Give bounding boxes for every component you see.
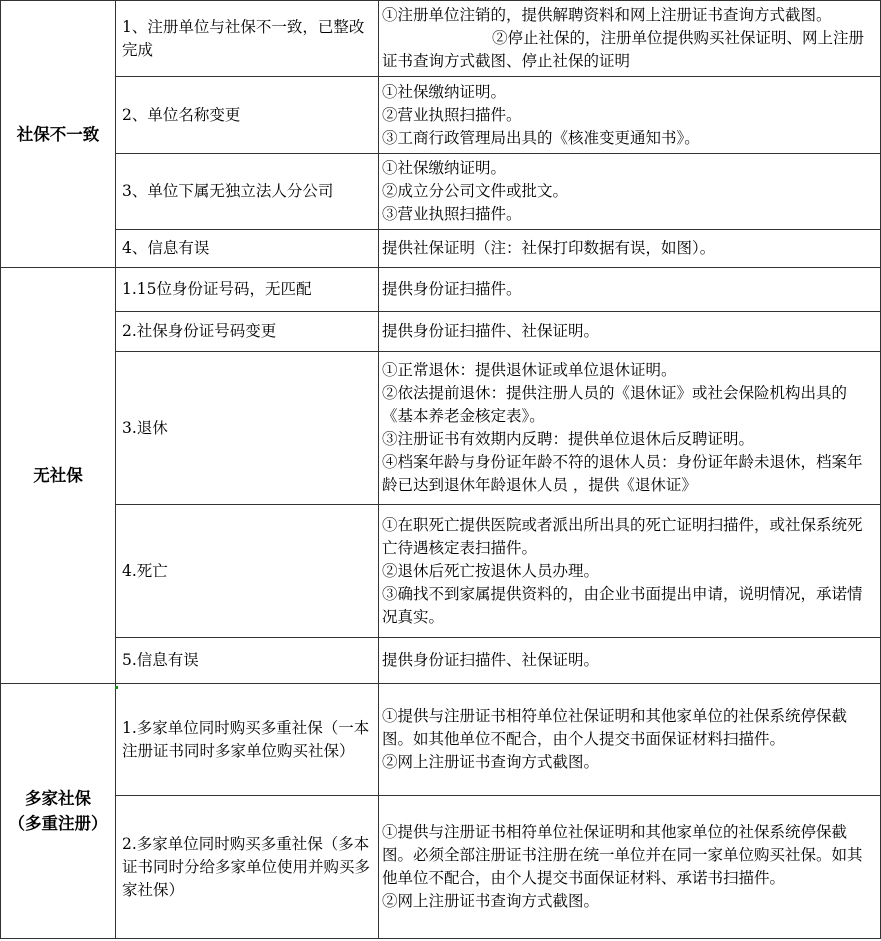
item-cell — [116, 230, 379, 268]
table-row — [1, 505, 881, 638]
requirement-line: 提供身份证扫描件、社保证明。 — [382, 322, 600, 340]
requirement-line: ②依法提前退休：提供注册人员的《退休证》或社会保险机构出具的《基本养老金核定表》。 — [382, 384, 848, 425]
requirement-line: ③营业执照扫描件。 — [382, 205, 522, 223]
requirement-line: ①社保缴纳证明。 — [382, 159, 507, 177]
requirement-line: ②退休后死亡按退休人员办理。 — [382, 561, 600, 580]
item-cell — [116, 154, 379, 230]
requirement-cell — [379, 796, 881, 939]
item-text: 2.社保身份证号码变更 — [122, 322, 277, 340]
item-text: 4.死亡 — [122, 561, 168, 580]
requirement-line: ①提供与注册证书相符单位社保证明和其他家单位的社保系统停保截图。如其他单位不配合，由个人提交书面保证材料扫描件。 — [382, 707, 848, 748]
table-row — [1, 352, 881, 505]
requirement-line: ②网上注册证书查询方式截图。 — [382, 753, 600, 771]
requirement-line: ②成立分公司文件或批文。 — [382, 182, 569, 200]
item-cell — [116, 352, 379, 505]
requirement-line: ③确找不到家属提供资料的，由企业书面提出申请，说明情况，承诺情况真实。 — [382, 584, 863, 626]
item-cell — [116, 505, 379, 638]
item-cell — [116, 638, 379, 684]
requirement-line: ②停止社保的，注册单位提供购买社保证明、网上注册证书查询方式截图、停止社保的证明 — [382, 29, 865, 70]
table-row — [1, 268, 881, 312]
category-label: 社保不一致 — [16, 124, 100, 144]
category-sublabel: （多重注册） — [8, 814, 108, 833]
requirement-cell — [379, 312, 881, 352]
category-cell — [1, 268, 116, 684]
item-text: 3、单位下属无独立法人分公司 — [122, 182, 334, 200]
item-text: 1.多家单位同时购买多重社保（一本注册证书同时多家单位购买社保） — [122, 718, 370, 760]
category-cell — [1, 1, 116, 268]
requirement-cell — [379, 684, 881, 796]
item-cell — [116, 684, 379, 796]
category-cell — [1, 684, 116, 939]
requirement-line: ④档案年龄与身份证年龄不符的退休人员：身份证年龄未退休，档案年龄已达到退休年龄退休人员 ，提供《退休证》 — [382, 453, 863, 494]
table-row — [1, 796, 881, 939]
requirement-line: 提供身份证扫描件、社保证明。 — [382, 651, 600, 669]
category-label: 无社保 — [33, 466, 83, 485]
requirement-line: ③注册证书有效期内反聘：提供单位退休后反聘证明。 — [382, 430, 755, 448]
item-text: 5.信息有误 — [122, 651, 199, 669]
requirement-line: 提供社保证明（注：社保打印数据有误，如图）。 — [382, 239, 716, 257]
item-cell — [116, 268, 379, 312]
requirement-line: ①提供与注册证书相符单位社保证明和其他家单位的社保系统停保截图。必须全部注册证书注册在统一单位并在同一家单位购买社保。如其他单位不配合，由个人提交书面保证材料、承诺书扫描件。 — [382, 823, 863, 887]
requirement-line: ①社保缴纳证明。 — [382, 82, 507, 101]
item-text: 2.多家单位同时购买多重社保（多本证书同时分给多家单位使用并购买多家社保） — [122, 834, 371, 899]
requirement-cell — [379, 77, 881, 154]
category-label: 多家社保 — [25, 789, 91, 808]
table-row — [1, 684, 881, 796]
item-text: 1.15位身份证号码，无匹配 — [122, 280, 312, 298]
item-cell — [116, 1, 379, 77]
item-text: 2、单位名称变更 — [122, 105, 241, 124]
requirement-line: 提供身份证扫描件。 — [382, 280, 522, 298]
requirement-cell — [379, 1, 881, 77]
requirement-line: ①在职死亡提供医院或者派出所出具的死亡证明扫描件，或社保系统死亡待遇核定表扫描件。 — [382, 515, 863, 557]
item-text: 3.退休 — [122, 418, 168, 437]
item-cell — [116, 312, 379, 352]
cell-selection-marker — [115, 686, 118, 689]
requirement-line: ①注册单位注销的，提供解聘资料和网上注册证书查询方式截图。 — [382, 6, 832, 24]
requirement-cell — [379, 230, 881, 268]
requirement-cell — [379, 505, 881, 638]
table-row — [1, 638, 881, 684]
requirement-line: ①正常退休：提供退休证或单位退休证明。 — [382, 361, 677, 379]
requirement-line: ③工商行政管理局出具的《核准变更通知书》。 — [382, 128, 700, 147]
requirement-cell — [379, 638, 881, 684]
requirement-cell — [379, 154, 881, 230]
item-cell — [116, 77, 379, 154]
table-row — [1, 1, 881, 77]
item-cell — [116, 796, 379, 939]
requirement-cell — [379, 352, 881, 505]
item-text: 4、信息有误 — [122, 239, 210, 257]
requirement-cell — [379, 268, 881, 312]
table-row — [1, 312, 881, 352]
item-text: 1、注册单位与社保不一致，已整改完成 — [122, 17, 365, 59]
table-row — [1, 154, 881, 230]
requirement-line: ②营业执照扫描件。 — [382, 105, 522, 124]
table-row — [1, 77, 881, 154]
requirement-line: ②网上注册证书查询方式截图。 — [382, 892, 600, 910]
table-row — [1, 230, 881, 268]
